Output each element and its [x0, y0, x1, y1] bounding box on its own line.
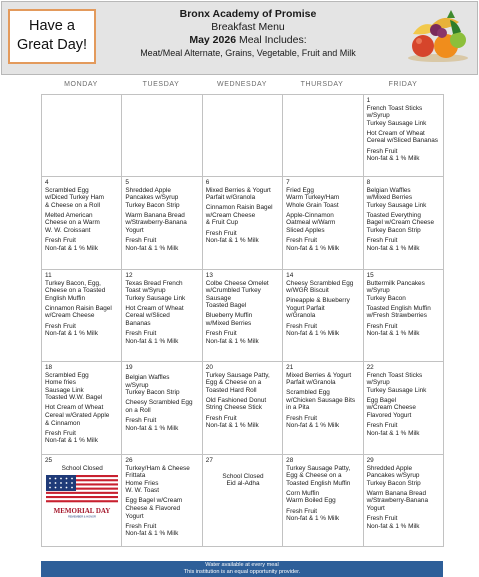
menu-item: Egg & Cheese on a [205, 379, 262, 387]
menu-item: w/Cream Cheese [366, 404, 416, 412]
day-header-tuesday: TUESDAY [142, 81, 180, 88]
menu-item: Non-fat & 1 % Milk [286, 244, 340, 252]
menu-item: Scrambled Egg [45, 371, 89, 379]
holiday-label: Eid al-Adha [226, 480, 260, 488]
day-number: 21 [286, 364, 294, 371]
day-cell [283, 177, 363, 270]
menu-item: Blueberry Muffin [205, 312, 253, 320]
menu-item: Pancakes w/Syrup [366, 472, 420, 480]
menu-item: Cinnamon Raisin Bagel [45, 304, 112, 312]
menu-item: W. W. Croissant [45, 227, 91, 235]
menu-item: w/Mixed Berries [366, 194, 413, 202]
day-number: 27 [205, 457, 213, 464]
week-row [42, 455, 444, 547]
day-cell [203, 177, 283, 270]
menu-item: w/Syrup [366, 287, 390, 295]
day-number: 28 [286, 457, 294, 464]
menu-item: Fresh Fruit [45, 322, 76, 330]
menu-item: w/Strawberry-Banana [366, 497, 429, 505]
day-number: 8 [366, 179, 371, 186]
menu-item: Toasted Bagel [205, 302, 247, 310]
fruit-basket-icon [403, 8, 473, 64]
menu-item: Egg Bagel w/Cream [125, 497, 183, 505]
menu-item: Fresh Fruit [366, 515, 398, 523]
menu-item: w/Chicken Sausage Bits [286, 396, 356, 404]
menu-item: Non-fat & 1 % Milk [205, 237, 259, 245]
menu-item: Pineapple & Blueberry [286, 297, 350, 305]
menu-item: Home Fries [125, 479, 159, 487]
menu-item: Belgian Waffles [125, 374, 170, 382]
menu-item: Pancakes w/Syrup [125, 194, 179, 202]
menu-item: Turkey Sausage Patty, [205, 371, 270, 379]
menu-item: Fresh Fruit [286, 414, 318, 422]
day-cell [364, 455, 444, 547]
menu-item: Cereal w/Sliced [125, 312, 170, 320]
menu-item: Fresh Fruit [366, 422, 398, 430]
menu-item: Scrambled Egg [286, 389, 330, 397]
menu-item: Turkey Bacon Strip [366, 479, 421, 487]
calendar-grid [41, 94, 444, 547]
menu-item: Shredded Apple [125, 186, 171, 194]
menu-item: Fresh Fruit [205, 229, 237, 237]
menu-item: Fresh Fruit [286, 237, 318, 245]
menu-item: Sliced Apples [286, 227, 325, 235]
menu-item: Turkey Sausage Patty, [286, 464, 351, 472]
day-cell [42, 362, 122, 455]
menu-item: Corn Muffin [286, 489, 320, 497]
menu-item: Turkey Bacon Strip [125, 201, 180, 209]
week-row [42, 362, 444, 455]
menu-item: Non-fat & 1 % Milk [366, 522, 420, 530]
menu-title: Breakfast Menu [211, 21, 285, 33]
menu-item: Home fries [45, 379, 76, 387]
menu-item: Yogurt Parfait [286, 304, 325, 312]
menu-item: Turkey Bacon [366, 294, 406, 302]
menu-month-line [98, 34, 398, 47]
week-row [42, 270, 444, 362]
day-header-wednesday: WEDNESDAY [217, 81, 267, 88]
day-number: 29 [366, 457, 374, 464]
menu-item: Non-fat & 1 % Milk [366, 244, 420, 252]
day-number: 11 [45, 272, 52, 279]
day-number: 18 [45, 364, 53, 371]
day-number: 15 [366, 272, 374, 279]
day-cell [203, 95, 283, 177]
day-cell [42, 455, 122, 547]
menu-item: Hot Cream of Wheat [125, 304, 184, 312]
menu-item: Toast w/Syrup [125, 287, 166, 295]
menu-item: Warm Turkey/Ham [286, 194, 340, 202]
menu-item: French Toast Sticks [366, 104, 423, 112]
menu-item: & Cheese on a Roll [45, 201, 101, 209]
menu-item: Yogurt [125, 227, 144, 235]
menu-item: Turkey Bacon Strip [125, 389, 180, 397]
day-cell [283, 95, 363, 177]
menu-item: Cheese on a Toasted [45, 287, 106, 295]
day-cell [283, 270, 363, 362]
menu-item: Non-fat & 1 % Milk [205, 337, 259, 345]
menu-item: Turkey Sausage Link [366, 386, 427, 394]
menu-item: Turkey Sausage Link [366, 119, 427, 127]
menu-item: Turkey Sausage Link [366, 201, 427, 209]
menu-item: Non-fat & 1 % Milk [286, 515, 340, 523]
menu-item: w/Syrup [366, 379, 390, 387]
menu-item: Sausage [205, 294, 232, 302]
menu-item: Toasted W.W. Bagel [45, 394, 103, 402]
day-number: 26 [125, 457, 133, 464]
day-header-thursday: THURSDAY [300, 81, 344, 88]
menu-item: Cheese on a Warm [45, 219, 100, 227]
menu-item: Non-fat & 1 % Milk [366, 155, 420, 163]
menu-item: Fresh Fruit [366, 322, 398, 330]
menu-item: Non-fat & 1 % Milk [205, 422, 259, 430]
menu-item: Warm Banana Bread [125, 211, 185, 219]
menu-header [1, 1, 478, 75]
menu-item: Hot Cream of Wheat [366, 129, 425, 137]
day-number: 4 [45, 179, 49, 186]
menu-item: Shredded Apple [366, 464, 413, 472]
menu-item: Non-fat & 1 % Milk [45, 330, 98, 338]
menu-item: Turkey Bacon Strip [366, 227, 421, 235]
footer-banner [41, 561, 443, 577]
day-number: 1 [366, 97, 371, 104]
day-cell [364, 362, 444, 455]
day-cell [122, 270, 202, 362]
menu-item: Non-fat & 1 % Milk [366, 429, 420, 437]
menu-item: Non-fat & 1 % Milk [125, 424, 179, 432]
menu-item: Buttermilk Pancakes [366, 279, 425, 287]
school-name: Bronx Academy of Promise [179, 8, 317, 20]
menu-item: Fresh Fruit [205, 330, 237, 338]
menu-item: Oatmeal w/Warm [286, 219, 336, 227]
footer-equal-opportunity: This institution is an equal opportunity provider. [183, 569, 301, 575]
menu-item: Sausage Link [45, 386, 84, 394]
day-cell [122, 95, 202, 177]
menu-month: May 2026 [189, 34, 237, 46]
flag-title: MEMORIAL DAY [53, 507, 111, 516]
menu-item: Whole Grain Toast [286, 201, 339, 209]
menu-item: w/Crumbled Turkey [205, 287, 261, 295]
menu-item: Colbe Cheese Omelet [205, 279, 269, 287]
day-number: 5 [125, 179, 129, 186]
day-cell [42, 95, 122, 177]
menu-item: Old Fashioned Donut [205, 396, 267, 404]
menu-item: Yogurt [125, 512, 144, 520]
menu-item: Toasted English Muffin [366, 304, 431, 312]
memorial-day-flag-icon [46, 475, 118, 519]
menu-item: w/Diced Turkey Ham [45, 194, 104, 202]
menu-item: Fresh Fruit [45, 429, 76, 437]
day-number: 19 [125, 364, 133, 371]
menu-item: Non-fat & 1 % Milk [366, 330, 420, 338]
menu-item: Fried Egg [286, 186, 314, 194]
menu-item: Cheesy Scrambled Egg [125, 399, 193, 407]
menu-item: String Cheese Stick [205, 404, 262, 412]
menu-item: Toasted Everything [366, 211, 421, 219]
menu-item: Fresh Fruit [125, 237, 157, 245]
menu-item: Fresh Fruit [125, 330, 157, 338]
menu-item: Bagel w/Cream Cheese [366, 219, 435, 227]
menu-item: Fresh Fruit [125, 417, 157, 425]
menu-item: in a Pita [286, 404, 310, 412]
school-closed-label: School Closed [222, 472, 264, 480]
menu-item: Fresh Fruit [205, 414, 237, 422]
menu-item: Non-fat & 1 % Milk [125, 244, 179, 252]
day-cell [122, 362, 202, 455]
menu-item: w/Mixed Berries [205, 320, 252, 328]
day-number: 13 [205, 272, 213, 279]
menu-item: French Toast Sticks [366, 371, 423, 379]
menu-item: Bananas [125, 320, 151, 328]
menu-item: Mixed Berries & Yogurt [286, 371, 352, 379]
menu-item: Fresh Fruit [366, 237, 398, 245]
includes-prefix: Meal Includes: [238, 34, 307, 46]
day-cell [203, 455, 283, 547]
menu-item: Cereal w/Grated Apple [45, 412, 110, 420]
menu-item: Toasted Hard Roll [205, 386, 257, 394]
day-cell [122, 455, 202, 547]
menu-item: & Cinnamon [45, 419, 81, 427]
school-closed-label: School Closed [61, 464, 103, 472]
menu-item: Fresh Fruit [125, 522, 157, 530]
menu-item: Warm Boiled Egg [286, 497, 336, 505]
menu-item: w/WGR Biscuit [286, 287, 329, 295]
day-number: 14 [286, 272, 294, 279]
day-cell [42, 270, 122, 362]
menu-item: w/Granola [286, 312, 316, 320]
menu-item: Belgian Waffles [366, 186, 411, 194]
menu-item: w/Fresh Strawberries [366, 312, 427, 320]
menu-item: Non-fat & 1 % Milk [125, 337, 179, 345]
day-cell [203, 362, 283, 455]
menu-item: Non-fat & 1 % Milk [286, 422, 340, 430]
menu-item: w/Syrup [125, 381, 149, 389]
day-number: 25 [45, 457, 53, 464]
day-cell [364, 270, 444, 362]
footer-water-note: Water available at every meal [205, 562, 279, 568]
menu-item: Cinnamon Raisin Bagel [205, 204, 273, 212]
greeting-box [8, 9, 96, 64]
day-number: 6 [205, 179, 210, 186]
flag-subtitle: REMEMBER & HONOR [68, 515, 97, 519]
menu-item: w/Cream Cheese [45, 312, 95, 320]
menu-item: W. W. Toast [125, 487, 160, 495]
menu-item: Hot Cream of Wheat [45, 404, 104, 412]
menu-item: Cheese & Flavored [125, 505, 181, 513]
menu-item: Egg & Cheese on a [286, 472, 342, 480]
menu-item: Parfait w/Granola [205, 194, 256, 202]
menu-item: Turkey Sausage Link [125, 294, 186, 302]
menu-item: Non-fat & 1 % Milk [286, 330, 340, 338]
menu-item: Cheesy Scrambled Egg [286, 279, 354, 287]
menu-item: Frittata [125, 472, 146, 480]
menu-item: Toasted English Muffin [286, 479, 351, 487]
menu-item: Texas Bread French [125, 279, 183, 287]
menu-item: on a Roll [125, 406, 151, 414]
day-number: 12 [125, 272, 133, 279]
menu-item: Fresh Fruit [366, 147, 398, 155]
day-cell [42, 177, 122, 270]
menu-item: Flavored Yogurt [366, 412, 412, 420]
menu-item: English Muffin [45, 294, 86, 302]
menu-item: Non-fat & 1 % Milk [45, 437, 98, 445]
menu-item: Non-fat & 1 % Milk [125, 530, 179, 538]
menu-item: w/Syrup [366, 112, 390, 120]
menu-titles [98, 8, 398, 59]
day-cell [122, 177, 202, 270]
day-cell [364, 177, 444, 270]
menu-item: Egg Bagel [366, 396, 397, 404]
menu-item: Cereal w/Sliced Bananas [366, 137, 438, 145]
week-row [42, 177, 444, 270]
menu-item: Scrambled Egg [45, 186, 89, 194]
menu-item: Fresh Fruit [45, 237, 76, 245]
day-header-friday: FRIDAY [388, 81, 418, 88]
menu-item: Turkey Bacon, Egg, [45, 279, 101, 287]
greeting-line-2: Great Day! [16, 37, 88, 53]
day-cell [283, 362, 363, 455]
day-header-monday: MONDAY [64, 81, 98, 88]
day-number: 7 [286, 179, 290, 186]
greeting-line-1: Have a [29, 18, 75, 34]
meal-components: Meat/Meal Alternate, Grains, Vegetable, Fruit and Milk [140, 48, 356, 58]
day-cell [364, 95, 444, 177]
day-cell [203, 270, 283, 362]
menu-item: w/Strawberry-Banana [125, 219, 187, 227]
menu-item: w/Cream Cheese [205, 211, 256, 219]
menu-item: Turkey/Ham & Cheese [125, 464, 190, 472]
week-row [42, 95, 444, 177]
menu-item: & Fruit Cup [205, 219, 239, 227]
menu-item: Melted American [45, 211, 93, 219]
menu-item: Apple-Cinnamon [286, 211, 334, 219]
menu-item: Yogurt [366, 505, 385, 513]
menu-item: Warm Banana Bread [366, 489, 427, 497]
day-cell [283, 455, 363, 547]
menu-item: Parfait w/Granola [286, 379, 336, 387]
day-number: 22 [366, 364, 374, 371]
menu-item: Non-fat & 1 % Milk [45, 244, 98, 252]
menu-item: Fresh Fruit [286, 507, 318, 515]
menu-item: Fresh Fruit [286, 322, 318, 330]
menu-item: Mixed Berries & Yogurt [205, 186, 271, 194]
day-number: 20 [205, 364, 213, 371]
